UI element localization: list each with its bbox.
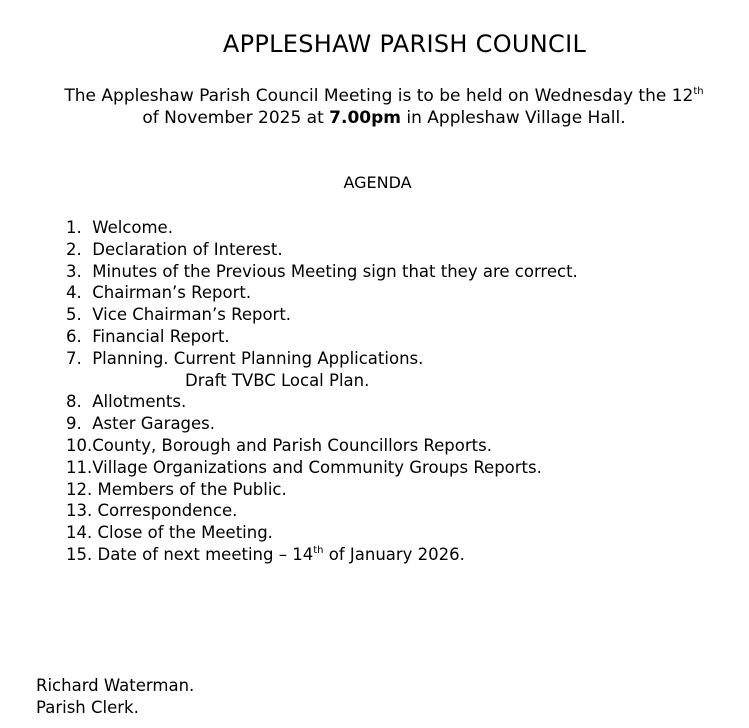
agenda-item: 4. Chairman’s Report.	[66, 283, 252, 303]
agenda-item: 12. Members of the Public.	[66, 479, 287, 499]
signature-block	[36, 675, 194, 718]
next-meeting-suffix: of January 2026.	[323, 544, 465, 564]
agenda-sub-item: Draft TVBC Local Plan.	[185, 370, 370, 390]
meeting-time: 7.00pm	[329, 108, 401, 128]
clerk-name: Richard Waterman.	[36, 676, 195, 695]
agenda-item: 14. Close of the Meeting.	[66, 523, 273, 543]
intro-line-2-text: of November 2025 at	[142, 108, 330, 128]
next-meeting-text: 15. Date of next meeting – 14	[66, 544, 314, 564]
next-meeting-superscript: th	[313, 544, 324, 556]
intro-line-1	[34, 85, 734, 107]
agenda-item: 10.County, Borough and Parish Councillors Reports.	[66, 435, 492, 455]
agenda-item: 8. Allotments.	[66, 392, 187, 412]
agenda-list	[66, 217, 726, 566]
agenda-item: 6. Financial Report.	[66, 326, 230, 346]
agenda-item: 9. Aster Garages.	[66, 414, 216, 434]
intro-superscript: th	[693, 86, 704, 97]
agenda-item: 5. Vice Chairman’s Report.	[66, 305, 292, 325]
agenda-item: 7. Planning. Current Planning Applications.	[66, 348, 424, 368]
meeting-intro	[34, 85, 734, 129]
intro-line-2	[34, 107, 734, 129]
agenda-item: 1. Welcome.	[66, 218, 173, 237]
agenda-heading: AGENDA	[343, 173, 412, 192]
agenda-item-next-meeting	[66, 544, 726, 566]
agenda-item: 11.Village Organizations and Community Groups Reports.	[66, 457, 542, 477]
agenda-item: 2. Declaration of Interest.	[66, 239, 283, 259]
agenda-item: 3. Minutes of the Previous Meeting sign that they are correct.	[66, 261, 578, 281]
agenda-item: 13. Correspondence.	[66, 501, 238, 521]
document-title: APPLESHAW PARISH COUNCIL	[222, 30, 587, 58]
intro-line-2-suffix: in Appleshaw Village Hall.	[401, 108, 626, 128]
clerk-role: Parish Clerk.	[36, 697, 139, 717]
intro-line-1-text: The Appleshaw Parish Council Meeting is to be held on Wednesday the 12	[64, 86, 694, 106]
